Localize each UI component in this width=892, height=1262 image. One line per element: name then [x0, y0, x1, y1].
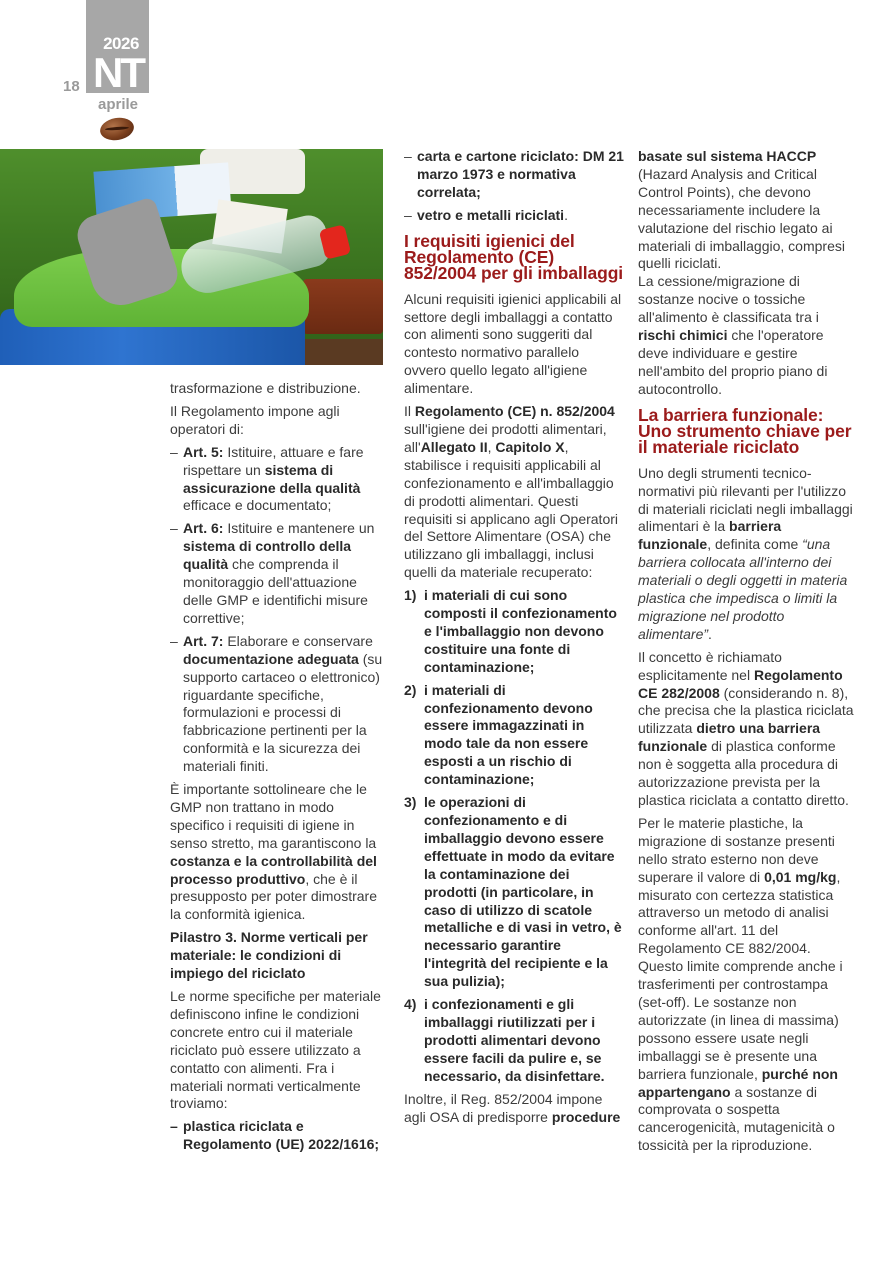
paragraph: trasformazione e distribuzione. — [170, 380, 361, 396]
paragraph: Alcuni requisiti igienici applicabili al settore degli imballaggi a contatto con alimenti sono suggeriti dal contesto normativo parallelo ovvero quello legato all'igiene alimentare. — [404, 290, 622, 397]
issue-month: aprile — [98, 96, 139, 113]
section-heading: La barriera funzionale: Uno strumento chiave per il materiale riciclato — [638, 404, 852, 457]
list-item: 2) i materiali di confezionamento devono essere immagazzinati in modo tale da non essere esposti a un rischio di contaminazione; — [404, 681, 593, 788]
paragraph: basate sul sistema HACCP (Hazard Analysis and Critical Control Points), che devono necessariamente includere la valutazione del rischio legato ai materiali di imballaggio, compresi quelli riciclati. — [638, 148, 845, 272]
list-item: – carta e cartone riciclato: DM 21 marzo 1973 e normativa correlata; — [404, 148, 624, 202]
column-3 — [638, 148, 856, 1160]
definition-quote: “una barriera collocata all'interno dei materiali o degli oggetti in materia plastica che impedisca o limiti la migrazione nel prodotto alimentare” — [638, 536, 848, 642]
page-number: 18 — [63, 78, 80, 95]
paragraph: Le norme specifiche per materiale definiscono infine le condizioni concrete entro cui il materiale riciclato può essere utilizzato a contatto con alimenti. Fra i materiali normati verticalmente troviamo: — [170, 988, 381, 1112]
materials-list-continued — [404, 148, 624, 225]
photo-ground — [303, 339, 383, 365]
list-item-art7: – Art. 7: Elaborare e conservare documentazione adeguata (su supporto cartaceo o elettronico) riguardante specifiche, formulazioni e processi di fabbricazione pertinenti per la conformità e la sicurezza dei materiali finiti. — [170, 633, 385, 776]
photo-bench — [303, 279, 383, 334]
list-item: – plastica riciclata e Regolamento (UE) 2022/1616; — [170, 1118, 385, 1154]
paragraph: La cessione/migrazione di sostanze nocive o tossiche all'alimento è classificata tra i rischi chimici che l'operatore deve individuare e gestire nell'ambito del proprio piano di autocontrollo. — [638, 273, 828, 397]
waste-bin-photo — [0, 149, 383, 365]
section-heading: I requisiti igienici del Regolamento (CE) 852/2004 per gli imballaggi — [404, 230, 624, 283]
list-item: 4) i confezionamenti e gli imballaggi riutilizzati per i prodotti alimentari devono essere facili da pulire e, se necessario, da disinfettare. — [404, 996, 605, 1084]
column-2 — [404, 148, 624, 1131]
paragraph: Il Regolamento (CE) n. 852/2004 sull'igiene dei prodotti alimentari, all'Allegato II, Capitolo X, stabilisce i requisiti applicabili al confezionamento e all'imballaggio di prodotti alimentari. Questi requisiti si applicano agli Operatori del Settore Alimentare (OSA) che utilizzano gli imballaggi, inclusi quelli da materiale recuperato: — [404, 403, 618, 581]
paragraph: Inoltre, il Reg. 852/2004 impone agli OSA di predisporre procedure — [404, 1090, 621, 1125]
paragraph: Per le materie plastiche, la migrazione di sostanze presenti nello strato esterno non deve superare il valore di 0,01 mg/kg, misurato con certezza statistica attraverso un metodo di analisi conforme all'art. 11 del Regolamento CE 882/2004. Questo limite comprende anche i trasferimenti per controstampa (set-off). Le sostanze non autorizzate (in linea di massima) possono essere usate negli imballaggi se è presente una barriera funzionale, purché non appartengano a sostanze di comprovata o sospetta cancerogenicità, mutagenicità o tossicità per la riproduzione. — [638, 814, 843, 1154]
issue-year: 2026 — [103, 34, 139, 53]
magazine-logo: NT — [93, 49, 143, 96]
paragraph: Uno degli strumenti tecnico-normativi più rilevanti per l'utilizzo di materiali riciclati negli imballaggi alimentari è la barriera funzionale, definita come “una barriera collocata all'interno dei materiali o degli oggetti in materia plastica che impedisca o limiti la migrazione nel prodotto alimentare”. — [638, 464, 853, 642]
paragraph: Il Regolamento impone agli operatori di: — [170, 402, 340, 437]
list-item: – vetro e metalli riciclati. — [404, 207, 624, 225]
list-item: 1) i materiali di cui sono composti il confezionamento e l'imballaggio non devono costituire una fonte di contaminazione; — [404, 587, 617, 675]
requirements-list — [404, 587, 624, 1085]
list-item-art6: – Art. 6: Istituire e mantenere un sistema di controllo della qualità che comprenda il monitoraggio dell'attuazione delle GMP e identifichi misure correttive; — [170, 520, 385, 627]
list-item: 3) le operazioni di confezionamento e di imballaggio devono essere effettuate in modo da evitare la contaminazione dei prodotti (in particolare, in caso di utilizzo di scatole metalliche e di vasi in vetro, è necessario garantire l'integrità del recipiente e la sua pulizia); — [404, 794, 622, 990]
coffee-bean-icon — [98, 115, 135, 143]
paragraph: È importante sottolineare che le GMP non trattano in modo specifico i requisiti di igiene in senso stretto, ma garantiscono la costanza e la controllabilità del processo produttivo, che è il presupposto per poter dimostrare la conformità igienica. — [170, 781, 377, 923]
subheading-pilastro-3: Pilastro 3. Norme verticali per materiale: le condizioni di impiego del riciclato — [170, 929, 368, 982]
list-item-art5: – Art. 5: Istituire, attuare e fare rispettare un sistema di assicurazione della qualità efficace e documentato; — [170, 444, 385, 516]
paragraph: Il concetto è richiamato esplicitamente nel Regolamento CE 282/2008 (considerando n. 8), che precisa che la plastica riciclata utilizzata dietro una barriera funzionale di plastica conforme non è soggetta alla procedura di autorizzazione prevista per la plastica riciclata a contatto diretto. — [638, 648, 854, 808]
column-1 — [170, 380, 385, 1159]
materials-list — [170, 1118, 385, 1154]
articles-list — [170, 444, 385, 776]
